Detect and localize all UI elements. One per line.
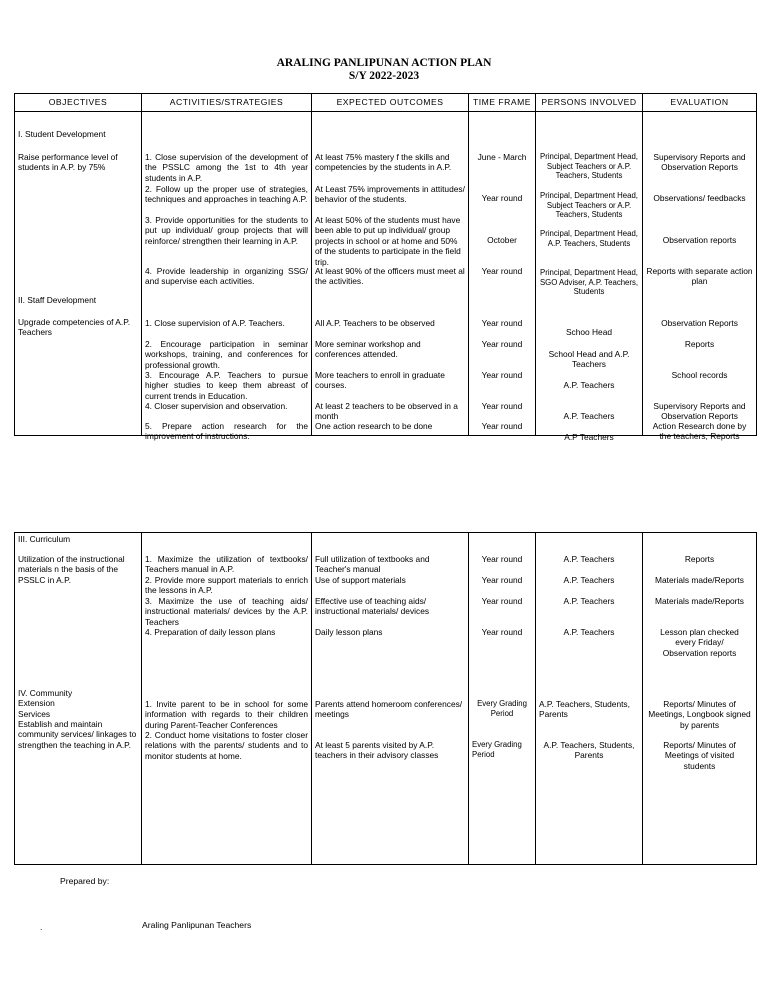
document-title: ARALING PANLIPUNAN ACTION PLAN (276, 57, 492, 69)
persons-item: A.P. Teachers, Students, Parents (543, 740, 635, 761)
time-frame-item: Year round (481, 370, 523, 380)
outcome-item: Parents attend homeroom conferences/ meetings (315, 699, 463, 720)
time-frame-item: Year round (481, 575, 523, 585)
activity-item: 4. Preparation of daily lesson plans (145, 627, 276, 637)
time-frame-item: October (487, 235, 517, 245)
evaluation-item: Observation Reports (661, 318, 738, 328)
activity-item: 4. Closer supervision and observation. (145, 401, 288, 411)
activity-item: 5. Prepare action research for the improvement of instructions. (145, 421, 308, 442)
activity-item: 3. Provide opportunities for the students to put up individual/ group projects that will reinforce/ strengthen their learning in A.P. (145, 215, 308, 246)
time-frame-cell (469, 112, 536, 436)
column-header-objectives: OBJECTIVES (15, 94, 142, 112)
persons-involved-cell (536, 112, 643, 442)
outcome-item: All A.P. Teachers to be observed (315, 318, 435, 328)
column-header-time-frame: TIME FRAME (469, 94, 536, 112)
outcome-item: At Least 75% improvements in attitudes/ behavior of the students. (315, 184, 465, 205)
outcome-item: At least 50% of the students must have been able to put up individual/ group projects in school or at home and 50% of the students to participate in the field trip. (315, 215, 461, 267)
outcome-item: Full utilization of textbooks and Teacher's manual (315, 554, 430, 575)
persons-item: School Head and A.P. Teachers (548, 349, 630, 370)
action-plan-table-2 (14, 532, 757, 865)
persons-item: A.P. Teachers (563, 380, 615, 390)
persons-item: A.P. Teachers (563, 554, 615, 564)
table-row (15, 112, 757, 436)
action-plan-table-1 (14, 93, 757, 442)
activities-cell (142, 533, 312, 865)
persons-item: A.P. Teachers (563, 596, 615, 606)
outcomes-cell (312, 112, 469, 436)
activity-item: 3. Maximize the use of teaching aids/ instructional materials/ devices by the A.P. Teachers (145, 596, 308, 627)
activities-cell (142, 112, 312, 442)
objective-text: Establish and maintain community services/ linkages to strengthen the teaching in A.P. (18, 719, 137, 750)
time-frame-item: Year round (481, 266, 523, 276)
persons-item: A.P. Teachers (563, 411, 615, 421)
evaluation-item: Materials made/Reports (655, 596, 744, 606)
time-frame-item: June - March (477, 152, 527, 162)
outcome-item: At least 5 parents visited by A.P. teachers in their advisory classes (315, 740, 439, 761)
objective-text: Upgrade competencies of A.P. Teachers (18, 317, 131, 338)
prepared-by-label: Prepared by: (60, 876, 110, 886)
persons-item: Principal, Department Head, Subject Teachers or A.P. Teachers, Students (540, 191, 638, 220)
time-frame-item: Year round (481, 627, 523, 637)
column-header-evaluation: EVALUATION (643, 94, 757, 112)
evaluation-item: Supervisory Reports and Observation Reports (653, 152, 746, 173)
signatory-name: Araling Panlipunan Teachers (142, 920, 252, 930)
evaluation-item: Lesson plan checked every Friday/ Observation reports (660, 627, 739, 658)
outcome-item: Effective use of teaching aids/ instructional materials/ devices (315, 596, 430, 617)
outcome-item: More teachers to enroll in graduate courses. (315, 370, 445, 391)
column-header-activities: ACTIVITIES/STRATEGIES (142, 94, 312, 112)
persons-item: A.P. Teachers (563, 627, 615, 637)
persons-item: A.P Teachers (564, 432, 614, 442)
persons-item: Principal, Department Head, SGO Adviser, A.P. Teachers, Students (539, 268, 639, 297)
evaluation-item: Supervisory Reports and Observation Reports (653, 401, 746, 422)
section-heading: II. Staff Development (18, 295, 97, 305)
activity-item: 1. Invite parent to be in school for some information with regards to their children during Parent-Teacher Conferences (145, 699, 308, 730)
evaluation-item: Observation reports (662, 235, 737, 245)
objective-text: Raise performance level of students in A.P. by 75% (18, 152, 118, 173)
column-header-outcomes: EXPECTED OUTCOMES (312, 94, 469, 112)
activity-item: 2. Conduct home visitations to foster closer relations with the parents/ students and to monitor students at home. (145, 730, 308, 761)
school-year: S/Y 2022-2023 (348, 70, 420, 82)
outcome-item: Use of support materials (315, 575, 406, 585)
evaluation-item: Reports/ Minutes of Meetings, Longbook signed by parents (648, 699, 751, 730)
table-header-row (15, 94, 757, 112)
activity-item: 1. Maximize the utilization of textbooks/ Teachers manual in A.P. (145, 554, 308, 575)
evaluation-item: Observations/ feedbacks (653, 193, 746, 203)
section-heading: I. Student Development (18, 129, 106, 139)
outcome-item: More seminar workshop and conferences attended. (315, 339, 421, 360)
time-frame-item: Year round (481, 421, 523, 431)
evaluation-item: Action Research done by the teachers, Reports (652, 421, 747, 442)
time-frame-item: Every Grading Period (477, 699, 527, 718)
activity-item: 3. Encourage A.P. Teachers to pursue higher studies to keep them abreast of current trends in Education. (145, 370, 308, 401)
evaluation-item: Reports (684, 339, 715, 349)
time-frame-item: Year round (481, 318, 523, 328)
section-heading: III. Curriculum (18, 534, 71, 544)
evaluation-cell (643, 112, 757, 442)
persons-item: Principal, Department Head, A.P. Teachers, Students (540, 229, 638, 248)
time-frame-item: Year round (481, 401, 523, 411)
objectives-cell (15, 533, 142, 865)
table-row (15, 533, 757, 865)
evaluation-item: School records (671, 370, 728, 380)
evaluation-item: Reports with separate action plan (646, 266, 753, 287)
objectives-cell (15, 112, 142, 436)
evaluation-item: Reports (684, 554, 715, 564)
activity-item: 1. Close supervision of the development of the PSSLC among the 1st to 4th year students in A.P. (145, 152, 308, 183)
activity-item: 2. Provide more support materials to enrich the lessons in A.P. (145, 575, 308, 596)
time-frame-item: Year round (481, 339, 523, 349)
outcome-item: At least 2 teachers to be observed in a month (315, 401, 458, 422)
footer-dot: . (40, 922, 43, 932)
evaluation-cell (643, 533, 757, 865)
persons-item: A.P. Teachers, Students, Parents (539, 699, 630, 720)
activity-item: 1. Close supervision of A.P. Teachers. (145, 318, 285, 328)
activity-item: 2. Follow up the proper use of strategies, techniques and approaches in teaching A.P. (145, 184, 308, 205)
activity-item: 2. Encourage participation in seminar workshops, training, and conferences for professional growth. (145, 339, 308, 370)
persons-involved-cell (536, 533, 643, 865)
activity-item: 4. Provide leadership in organizing SSG/ and supervise each activities. (145, 266, 308, 287)
evaluation-item: Reports/ Minutes of Meetings of visited students (663, 740, 736, 771)
outcome-item: One action research to be done (315, 421, 433, 431)
objective-text: Utilization of the instructional materials n the basis of the PSSLC in A.P. (18, 554, 125, 585)
persons-item: A.P. Teachers (563, 575, 615, 585)
time-frame-item: Year round (481, 596, 523, 606)
outcome-item: Daily lesson plans (315, 627, 383, 637)
persons-item: Principal, Department Head, Subject Teachers or A.P. Teachers, Students (540, 152, 638, 181)
time-frame-item: Every Grading Period (472, 740, 522, 759)
section-heading: IV. Community Extension Services (18, 688, 73, 719)
time-frame-item: Year round (481, 554, 523, 564)
evaluation-item: Materials made/Reports (655, 575, 744, 585)
outcome-item: At least 75% mastery f the skills and competencies by the students in A.P. (315, 152, 452, 173)
outcomes-cell (312, 533, 469, 865)
column-header-persons: PERSONS INVOLVED (536, 94, 643, 112)
outcome-item: At least 90% of the officers must meet al the activities. (315, 266, 465, 287)
time-frame-item: Year round (481, 193, 523, 203)
persons-item: Schoo Head (565, 327, 613, 337)
time-frame-cell (469, 533, 536, 865)
